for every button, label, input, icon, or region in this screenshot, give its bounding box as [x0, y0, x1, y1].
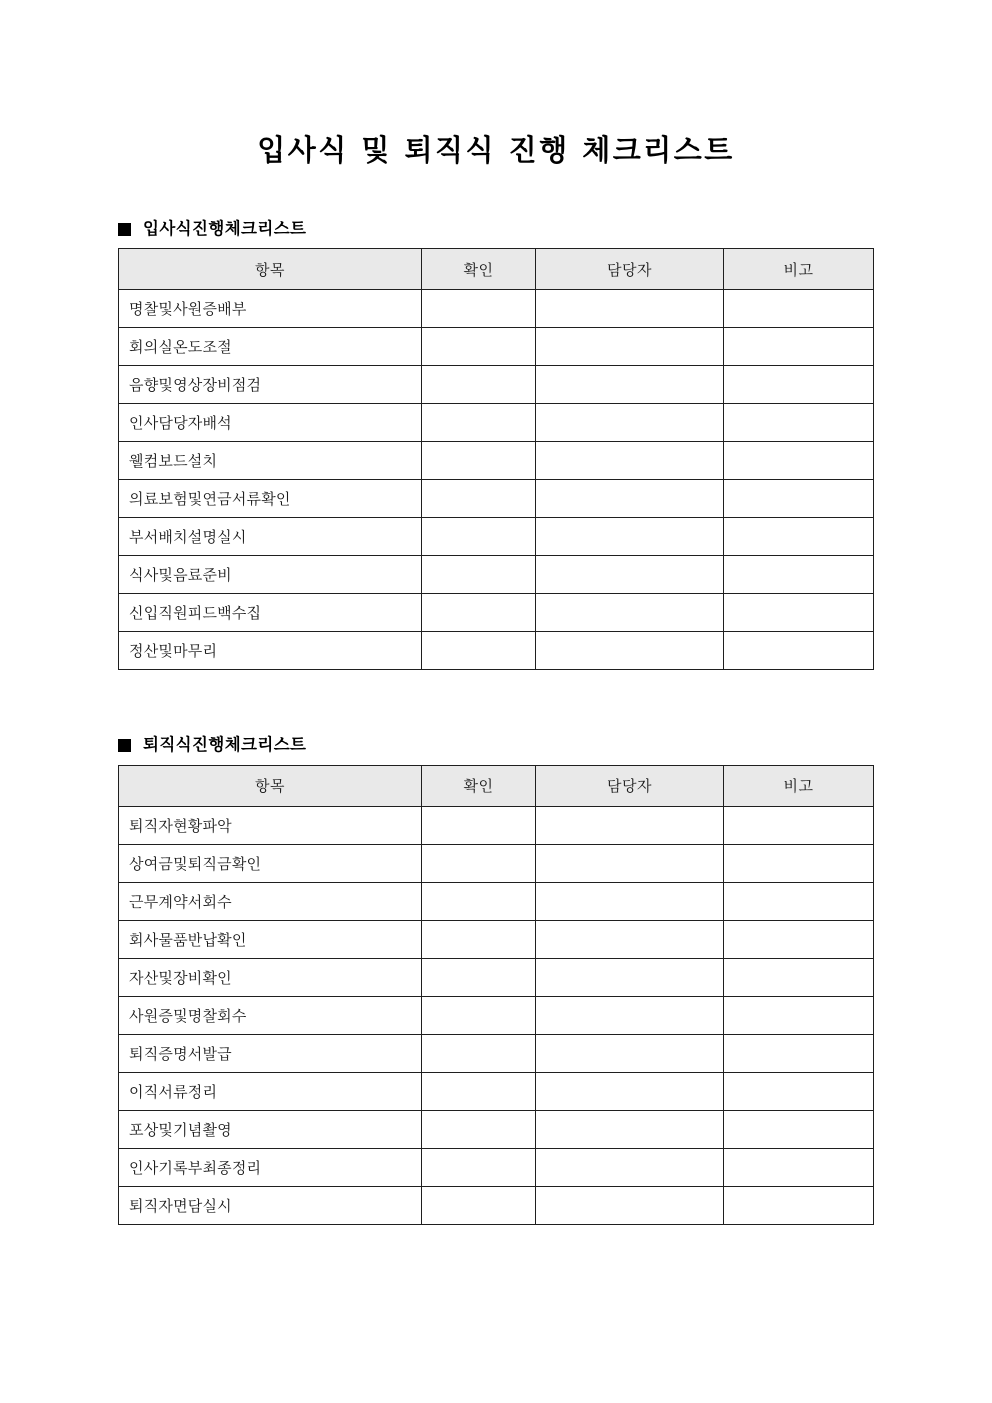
- checklist-item-cell: 정산및마무리: [119, 632, 422, 670]
- note-cell[interactable]: [724, 1148, 874, 1186]
- table-row: [119, 480, 874, 518]
- note-cell[interactable]: [724, 996, 874, 1034]
- table-header-row: [119, 765, 874, 806]
- owner-cell[interactable]: [536, 882, 724, 920]
- note-cell[interactable]: [724, 1072, 874, 1110]
- table-header-row: [119, 249, 874, 290]
- check-cell[interactable]: [422, 594, 536, 632]
- owner-cell[interactable]: [536, 996, 724, 1034]
- table-row: [119, 366, 874, 404]
- onboarding-checklist-table: [118, 248, 874, 670]
- check-cell[interactable]: [422, 632, 536, 670]
- note-cell[interactable]: [724, 404, 874, 442]
- table-row: [119, 1072, 874, 1110]
- note-cell[interactable]: [724, 882, 874, 920]
- check-cell[interactable]: [422, 996, 536, 1034]
- table-row: [119, 958, 874, 996]
- owner-cell[interactable]: [536, 328, 724, 366]
- checklist-item-cell: 근무계약서회수: [119, 882, 422, 920]
- note-cell[interactable]: [724, 442, 874, 480]
- square-bullet-icon: [118, 739, 131, 752]
- owner-cell[interactable]: [536, 366, 724, 404]
- owner-cell[interactable]: [536, 958, 724, 996]
- note-cell[interactable]: [724, 594, 874, 632]
- owner-cell[interactable]: [536, 290, 724, 328]
- owner-cell[interactable]: [536, 632, 724, 670]
- owner-cell[interactable]: [536, 442, 724, 480]
- checklist-item-cell: 회사물품반납확인: [119, 920, 422, 958]
- table-header: [119, 249, 874, 290]
- note-cell[interactable]: [724, 328, 874, 366]
- table-body: [119, 290, 874, 670]
- check-cell[interactable]: [422, 1110, 536, 1148]
- check-cell[interactable]: [422, 1148, 536, 1186]
- owner-cell[interactable]: [536, 1186, 724, 1224]
- table-row: [119, 594, 874, 632]
- checklist-item-cell: 퇴직자현황파악: [119, 806, 422, 844]
- table-row: [119, 518, 874, 556]
- check-cell[interactable]: [422, 518, 536, 556]
- checklist-item-cell: 의료보험및연금서류확인: [119, 480, 422, 518]
- table-row: [119, 882, 874, 920]
- table-row: [119, 1148, 874, 1186]
- note-cell[interactable]: [724, 290, 874, 328]
- check-cell[interactable]: [422, 442, 536, 480]
- table-row: [119, 556, 874, 594]
- checklist-item-cell: 자산및장비확인: [119, 958, 422, 996]
- checklist-item-cell: 포상및기념촬영: [119, 1110, 422, 1148]
- note-cell[interactable]: [724, 806, 874, 844]
- column-header-check: 확인: [422, 765, 536, 806]
- table-row: [119, 996, 874, 1034]
- column-header-item: 항목: [119, 249, 422, 290]
- check-cell[interactable]: [422, 290, 536, 328]
- check-cell[interactable]: [422, 480, 536, 518]
- table-row: [119, 844, 874, 882]
- check-cell[interactable]: [422, 366, 536, 404]
- owner-cell[interactable]: [536, 1110, 724, 1148]
- owner-cell[interactable]: [536, 556, 724, 594]
- owner-cell[interactable]: [536, 594, 724, 632]
- section-heading-label: 입사식진행체크리스트: [143, 218, 307, 238]
- note-cell[interactable]: [724, 1034, 874, 1072]
- table-row: [119, 1034, 874, 1072]
- note-cell[interactable]: [724, 920, 874, 958]
- table-header: [119, 765, 874, 806]
- table-body: [119, 806, 874, 1224]
- section-offboarding-checklist: [0, 670, 992, 1225]
- section-heading-offboarding: [0, 737, 992, 754]
- note-cell[interactable]: [724, 1110, 874, 1148]
- section-onboarding-checklist: [0, 168, 992, 671]
- offboarding-checklist-table: [118, 765, 874, 1225]
- owner-cell[interactable]: [536, 844, 724, 882]
- table-row: [119, 920, 874, 958]
- checklist-item-cell: 인사기록부최종정리: [119, 1148, 422, 1186]
- check-cell[interactable]: [422, 328, 536, 366]
- checklist-item-cell: 명찰및사원증배부: [119, 290, 422, 328]
- table-row: [119, 806, 874, 844]
- checklist-item-cell: 부서배치설명실시: [119, 518, 422, 556]
- checklist-item-cell: 웰컴보드설치: [119, 442, 422, 480]
- check-cell[interactable]: [422, 806, 536, 844]
- checklist-item-cell: 식사및음료준비: [119, 556, 422, 594]
- page-title: 입사식 및 퇴직식 진행 체크리스트: [257, 133, 735, 167]
- column-header-note: 비고: [724, 765, 874, 806]
- column-header-note: 비고: [724, 249, 874, 290]
- check-cell[interactable]: [422, 556, 536, 594]
- table-row: [119, 1110, 874, 1148]
- owner-cell[interactable]: [536, 1148, 724, 1186]
- check-cell[interactable]: [422, 1072, 536, 1110]
- check-cell[interactable]: [422, 920, 536, 958]
- column-header-owner: 담당자: [536, 249, 724, 290]
- table-row: [119, 290, 874, 328]
- checklist-item-cell: 음향및영상장비점검: [119, 366, 422, 404]
- check-cell[interactable]: [422, 882, 536, 920]
- note-cell[interactable]: [724, 556, 874, 594]
- note-cell[interactable]: [724, 366, 874, 404]
- table-row: [119, 1186, 874, 1224]
- checklist-item-cell: 신입직원피드백수집: [119, 594, 422, 632]
- checklist-item-cell: 인사담당자배석: [119, 404, 422, 442]
- owner-cell[interactable]: [536, 518, 724, 556]
- owner-cell[interactable]: [536, 480, 724, 518]
- checklist-item-cell: 상여금및퇴직금확인: [119, 844, 422, 882]
- note-cell[interactable]: [724, 480, 874, 518]
- owner-cell[interactable]: [536, 1072, 724, 1110]
- owner-cell[interactable]: [536, 1034, 724, 1072]
- owner-cell[interactable]: [536, 920, 724, 958]
- section-heading-label: 퇴직식진행체크리스트: [143, 735, 307, 755]
- check-cell[interactable]: [422, 958, 536, 996]
- note-cell[interactable]: [724, 1186, 874, 1224]
- note-cell[interactable]: [724, 958, 874, 996]
- column-header-check: 확인: [422, 249, 536, 290]
- owner-cell[interactable]: [536, 806, 724, 844]
- checklist-item-cell: 퇴직자면담실시: [119, 1186, 422, 1224]
- checklist-item-cell: 이직서류정리: [119, 1072, 422, 1110]
- table-row: [119, 328, 874, 366]
- owner-cell[interactable]: [536, 404, 724, 442]
- table-row: [119, 404, 874, 442]
- check-cell[interactable]: [422, 404, 536, 442]
- square-bullet-icon: [118, 223, 131, 236]
- note-cell[interactable]: [724, 518, 874, 556]
- table-container-onboarding: [0, 248, 992, 670]
- column-header-owner: 담당자: [536, 765, 724, 806]
- table-row: [119, 632, 874, 670]
- check-cell[interactable]: [422, 844, 536, 882]
- check-cell[interactable]: [422, 1034, 536, 1072]
- check-cell[interactable]: [422, 1186, 536, 1224]
- checklist-item-cell: 회의실온도조절: [119, 328, 422, 366]
- column-header-item: 항목: [119, 765, 422, 806]
- note-cell[interactable]: [724, 632, 874, 670]
- checklist-item-cell: 사원증및명찰회수: [119, 996, 422, 1034]
- section-heading-onboarding: [0, 218, 992, 238]
- table-row: [119, 442, 874, 480]
- table-container-offboarding: [0, 765, 992, 1225]
- checklist-item-cell: 퇴직증명서발급: [119, 1034, 422, 1072]
- note-cell[interactable]: [724, 844, 874, 882]
